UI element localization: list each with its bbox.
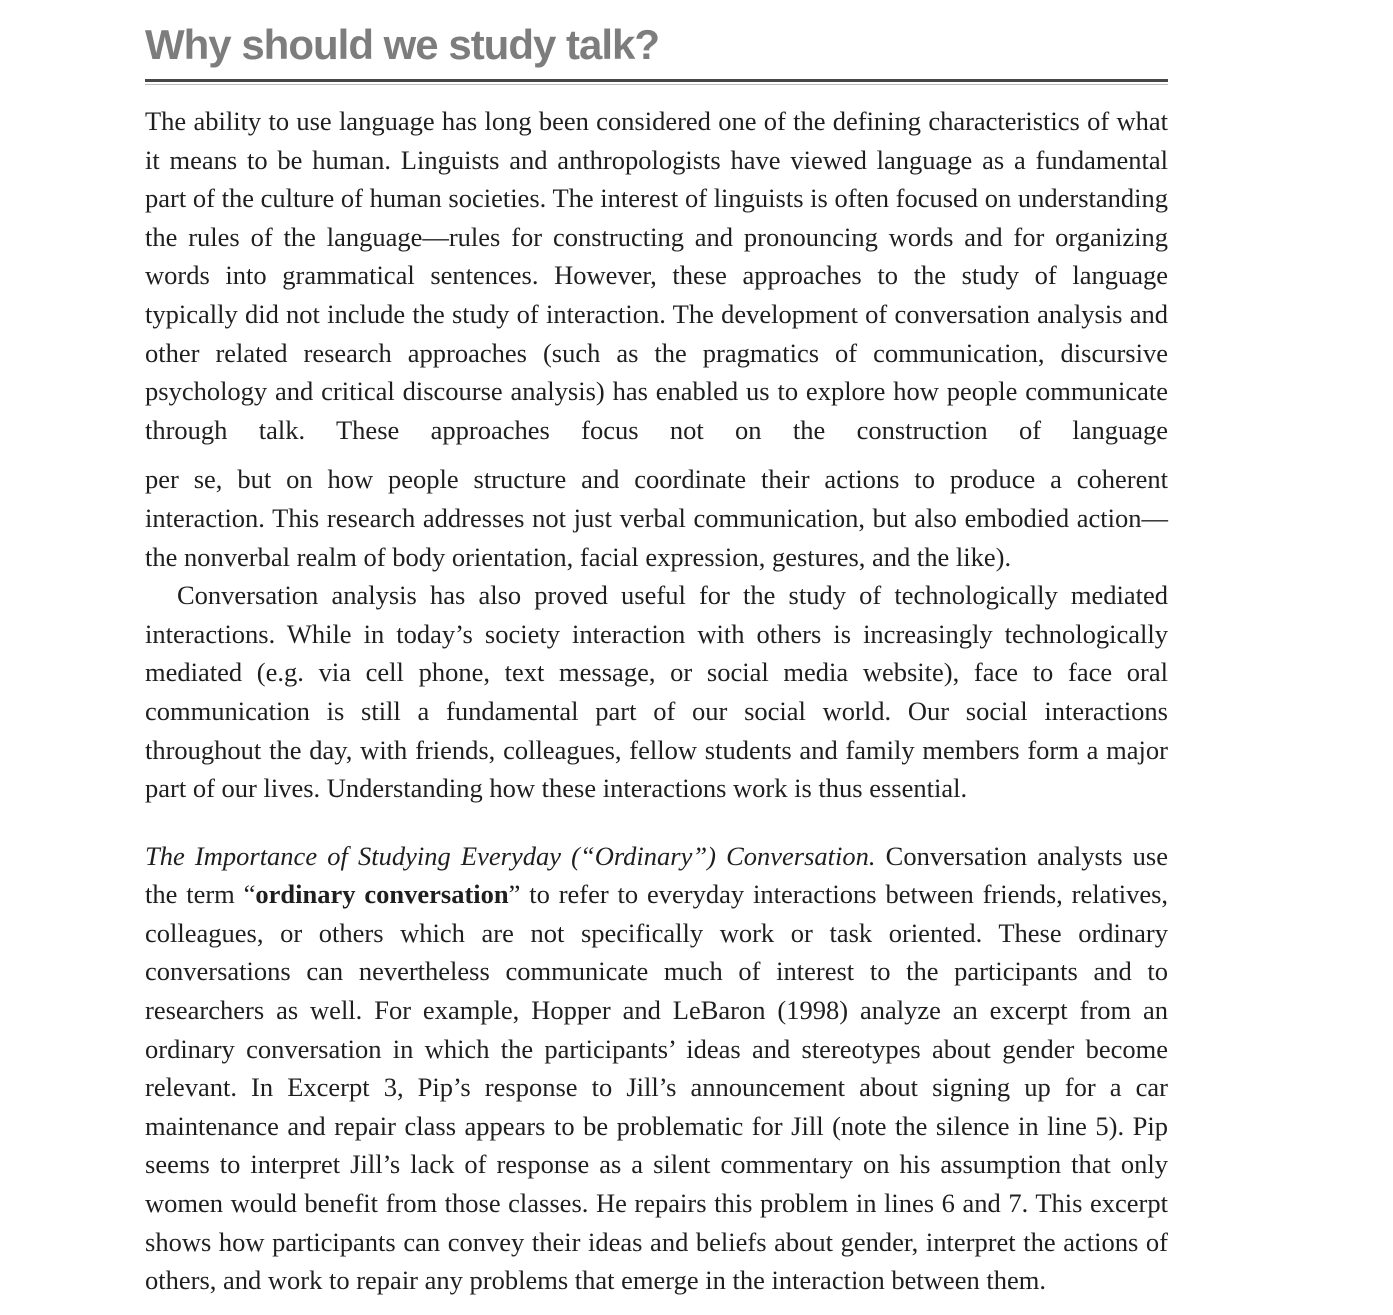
term-ordinary-conversation: ordinary conversation [255,879,509,910]
body-text [145,102,1168,1300]
heading-rule [145,79,1168,85]
section-lead-italic: The Importance of Studying Everyday (“Ordinary”) Conversation. [145,840,876,871]
page-title: Why should we study talk? [145,21,660,68]
paragraph-ordinary-conversation [145,837,1168,1300]
paragraph-coordinate-actions: per se, but on how people structure and coordinate their actions to produce a coherent interaction. This research addresses not just verbal communication, but also embodied action—the nonverbal realm of body orientation, facial expression, gestures, and the like). [145,464,1168,572]
paragraph-conversation-analysis: Conversation analysis has also proved useful for the study of technologically mediated interactions. While in today’s society interaction with others is increasingly technologically mediated (e.g. via cell phone, text message, or social media website), face to face oral communication is still a fundamental part of our social world. Our social interactions throughout the day, with friends, colleagues, fellow students and family members form a major part of our lives. Understanding how these interactions work is thus essential. [145,580,1168,804]
paragraph-segment: ” to refer to everyday interactions between friends, relatives, colleagues, or others which are not specifically work or task oriented. These ordinary conversations can nevertheless communicate much of interest to the participants and to researchers as well. For example, Hopper and LeBaron (1998) analyze an excerpt from an ordinary conversation in which the participants’ ideas and stereotypes about gender become relevant. In Excerpt 3, Pip’s response to Jill’s announcement about signing up for a car maintenance and repair class appears to be problematic for Jill (note the silence in line 5). Pip seems to interpret Jill’s lack of response as a silent commentary on his assumption that only women would benefit from those classes. He repairs this problem in lines 6 and 7. This excerpt shows how participants can convey their ideas and beliefs about gender, interpret the actions of others, and work to repair any problems that emerge in the interaction between them. [145,879,1169,1296]
text-column [145,20,1168,1300]
paragraph-segment: Conversation analysts use the term “ [145,840,1169,910]
paragraph-language-defining: The ability to use language has long been considered one of the defining characteristics of what it means to be human. Linguists and anthropologists have viewed language as a fundamental part of the culture of human societies. The interest of linguists is often focused on understanding the rules of the language—rules for constructing and pronouncing words and for organizing words into grammatical sentences. However, these approaches to the study of language typically did not include the study of interaction. The development of conversation analysis and other related research approaches (such as the pragmatics of communication, discursive psychology and critical discourse analysis) has enabled us to explore how people communicate through talk. These approaches focus not on the construction of language [145,106,1168,445]
